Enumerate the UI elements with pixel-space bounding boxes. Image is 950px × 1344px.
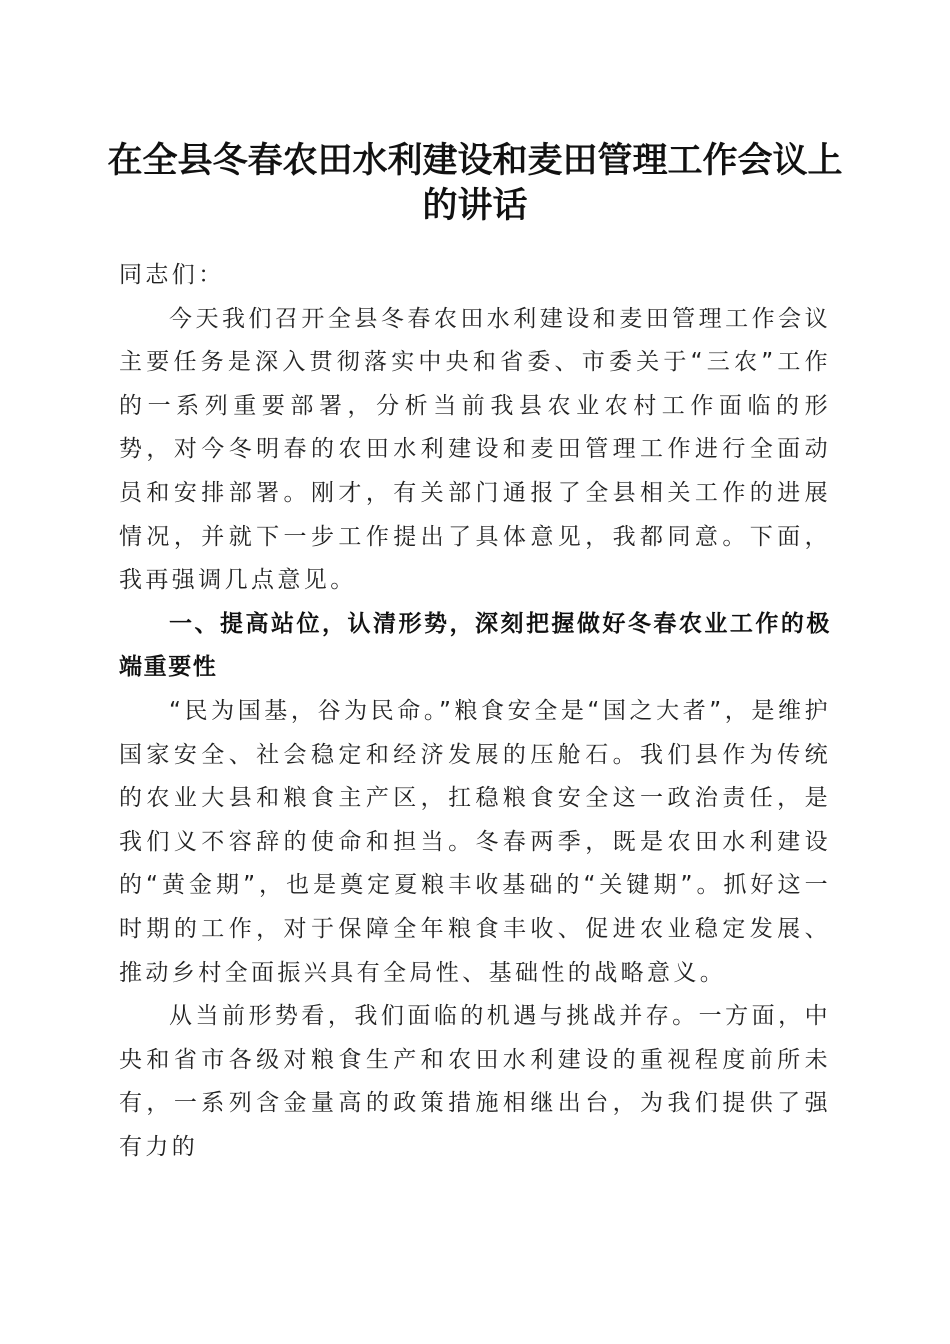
document-title: 在全县冬春农田水利建设和麦田管理工作会议上的讲话	[107, 140, 843, 226]
document-body	[119, 254, 831, 1169]
section-heading-1: 一、提高站位，认清形势，深刻把握做好冬春农业工作的极端重要性	[119, 610, 831, 681]
paragraph-food-security: “民为国基，谷为民命。”粮食安全是“国之大者”，是维护国家安全、社会稳定和经济发展的压舱石。我们县作为传统的农业大县和粮食主产区，扛稳粮食安全这一政治责任，是我们义不容辞的使命和担当。冬春两季，既是农田水利建设的“黄金期”，也是奠定夏粮丰收基础的“关键期”。抓好这一时期的工作，对于保障全年粮食丰收、促进农业稳定发展、推动乡村全面振兴具有全局性、基础性的战略意义。	[119, 697, 831, 986]
paragraph-current-situation: 从当前形势看，我们面临的机遇与挑战并存。一方面，中央和省市各级对粮食生产和农田水利建设的重视程度前所未有，一系列含金量高的政策措施相继出台，为我们提供了强有力的	[119, 1003, 831, 1160]
paragraph-intro: 今天我们召开全县冬春农田水利建设和麦田管理工作会议主要任务是深入贯彻落实中央和省委、市委关于“三农”工作的一系列重要部署，分析当前我县农业农村工作面临的形势，对今冬明春的农田水利建设和麦田管理工作进行全面动员和安排部署。刚才，有关部门通报了全县相关工作的进展情况，并就下一步工作提出了具体意见，我都同意。下面，我再强调几点意见。	[119, 305, 831, 594]
salutation: 同志们：	[119, 262, 225, 288]
